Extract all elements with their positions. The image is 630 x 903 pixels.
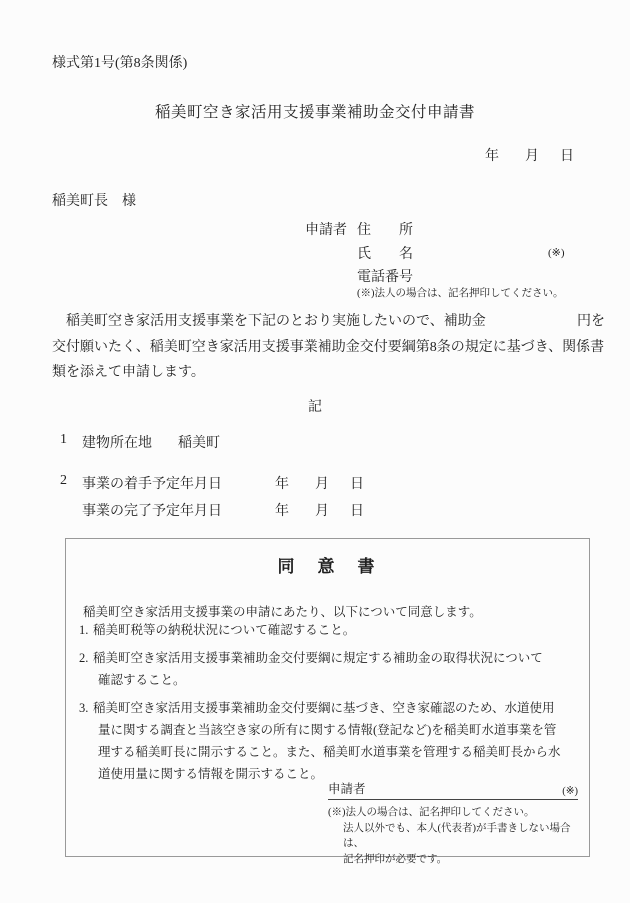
item1-value: 稲美町 [178, 436, 220, 451]
consent-item-3 [79, 697, 561, 785]
consent-item-2-line-1 [79, 647, 543, 669]
consent-intro: 稲美町空き家活用支援事業の申請にあたり、以下について同意します。 [83, 605, 482, 619]
date-year-label: 年 [485, 149, 499, 164]
item3-year-label: 年 [275, 504, 289, 519]
item3-label: 事業の完了予定年月日 [82, 504, 222, 519]
item2-date [275, 473, 385, 491]
consent-signature-line [328, 779, 578, 800]
item2-number: 2 [60, 473, 67, 488]
item3-month-label: 月 [315, 504, 329, 519]
applicant-corp-note: (※)法人の場合は、記名押印してください。 [357, 288, 564, 299]
consent-signature-mark: (※) [562, 786, 578, 797]
consent-item-2-number: 2. [79, 651, 89, 665]
consent-item-2-text: 稲美町空き家活用支援事業補助金交付要綱に規定する補助金の取得状況について [93, 651, 543, 665]
body-line-1-text: 稲美町空き家活用支援事業を下記のとおり実施したいので、補助金 [52, 314, 486, 329]
applicant-label: 申請者 [305, 223, 347, 238]
consent-signature-label: 申請者 [328, 782, 366, 796]
page-title: 稲美町空き家活用支援事業補助金交付申請書 [154, 104, 475, 121]
consent-item-2 [79, 647, 543, 691]
addressee: 稲美町長 様 [52, 194, 136, 209]
item2-month-label: 月 [315, 477, 329, 492]
form-number: 様式第1号(第8条関係) [52, 56, 188, 71]
consent-item-3-text: 稲美町空き家活用支援事業補助金交付要綱に基づき、空き家確認のため、水道使用 [93, 701, 555, 715]
body-line-3: 類を添えて申請します。 [52, 365, 205, 380]
applicant-name-mark: (※) [548, 247, 565, 259]
consent-item-2-line-2: 確認すること。 [98, 673, 186, 687]
consent-item-1 [79, 619, 355, 641]
body-line-2: 交付願いたく、稲美町空き家活用支援事業補助金交付要綱第8条の規定に基づき、関係書 [52, 339, 605, 355]
item1-label: 建物所在地 [82, 436, 152, 451]
consent-note-2: 法人以外でも、本人(代表者)が手書きしない場合は、 [343, 822, 571, 849]
item3-date [275, 500, 385, 518]
consent-note-3: 記名押印が必要です。 [343, 853, 448, 865]
applicant-address-label: 住 所 [357, 223, 413, 238]
consent-item-3-line-3: 理する稲美町長に開示すること。また、稲美町水道事業を管理する稲美町長から水 [98, 745, 561, 759]
consent-item-1-line-1 [79, 619, 355, 641]
date-day-label: 日 [560, 149, 574, 164]
applicant-name-label: 氏 名 [357, 247, 413, 262]
consent-box [65, 538, 590, 865]
body-line-1 [52, 309, 605, 335]
record-heading: 記 [308, 400, 322, 415]
date-month-label: 月 [525, 149, 539, 164]
consent-item-3-line-4: 道使用量に関する情報を開示すること。 [98, 767, 324, 781]
date-line [485, 145, 595, 163]
consent-item-1-text: 稲美町税等の納税状況について確認すること。 [93, 623, 356, 637]
consent-item-3-number: 3. [79, 701, 89, 715]
item1-number: 1 [60, 432, 67, 447]
applicant-phone-label: 電話番号 [357, 270, 413, 285]
consent-item-1-number: 1. [79, 623, 89, 637]
consent-note-1: (※)法人の場合は、記名押印してください。 [328, 807, 535, 818]
consent-title: 同 意 書 [277, 557, 378, 576]
consent-item-3-line-1 [79, 697, 561, 719]
body-line-1-unit: 円を [577, 314, 605, 329]
item3-day-label: 日 [350, 504, 364, 519]
body-paragraph [52, 309, 605, 386]
item2-label: 事業の着手予定年月日 [82, 477, 222, 492]
consent-item-3-line-2: 量に関する調査と当該空き家の所有に関する情報(登記など)を稲美町水道事業を管 [98, 723, 557, 737]
item2-day-label: 日 [350, 477, 364, 492]
item2-year-label: 年 [275, 477, 289, 492]
consent-notes [328, 805, 589, 867]
